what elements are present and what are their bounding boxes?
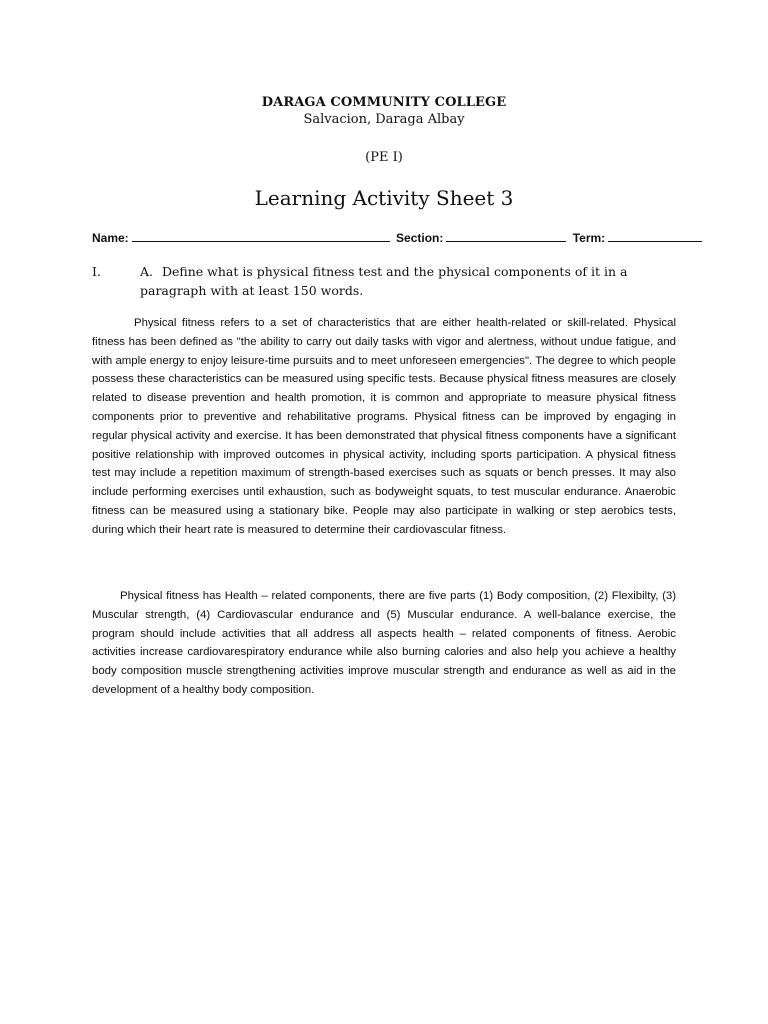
college-address: Salvacion, Daraga Albay (303, 112, 465, 127)
subject-code: (PE I) (365, 150, 403, 165)
college-name: DARAGA COMMUNITY COLLEGE (261, 95, 507, 110)
term-label: Term: (572, 231, 606, 245)
sheet-title: Learning Activity Sheet 3 (254, 186, 514, 210)
section-label: Section: (396, 231, 444, 245)
section-blank[interactable] (446, 230, 566, 242)
student-info-row (92, 230, 672, 245)
name-label: Name: (92, 231, 129, 245)
answer-paragraph-2: Physical fitness has Health – related components, there are five parts (1) Body composition, (2) Flexibilty, (3) Muscular strength, (4) Cardiovascular endurance and (5) Muscular endurance. A well-balance exercise, the program should include activities that all address all aspects health – related components of fitness. Aerobic activities increase cardiovarespiratory endurance while also burning calories and also help you achieve a healthy body composition muscle strengthening activities improve muscular strength and endurance as well as aid in the development of a healthy body composition. (92, 590, 676, 696)
question-letter: A. (140, 264, 154, 279)
term-blank[interactable] (608, 230, 702, 242)
question-number: I. (92, 264, 101, 279)
name-blank[interactable] (132, 230, 390, 242)
answer-paragraph-1: Physical fitness refers to a set of characteristics that are either health-related or skill-related. Physical fitness has been defined as "the ability to carry out daily tasks with vigor and alertness, without undue fatigue, and with ample energy to enjoy leisure-time pursuits and to meet unforeseen emergencies". The degree to which people possess these characteristics can be measured using specific tests. Because physical fitness measures are closely related to disease prevention and health promotion, it is common and appropriate to measure physical fitness components prior to preventive and rehabilitative programs. Physical fitness can be improved by engaging in regular physical activity and exercise. It has been demonstrated that physical fitness components have a significant positive relationship with improved outcomes in physical activity, including sports participation. A physical fitness test may include a repetition maximum of strength-based exercises such as squats or bench presses. It may also include performing exercises until exhaustion, such as bodyweight squats, to test muscular endurance. Anaerobic fitness can be measured using a stationary bike. People may also participate in walking or step aerobics tests, during which their heart rate is measured to determine their cardiovascular fitness. (92, 317, 676, 536)
question-text: Define what is physical fitness test and the physical components of it in a paragraph with at least 150 words. (140, 264, 628, 298)
